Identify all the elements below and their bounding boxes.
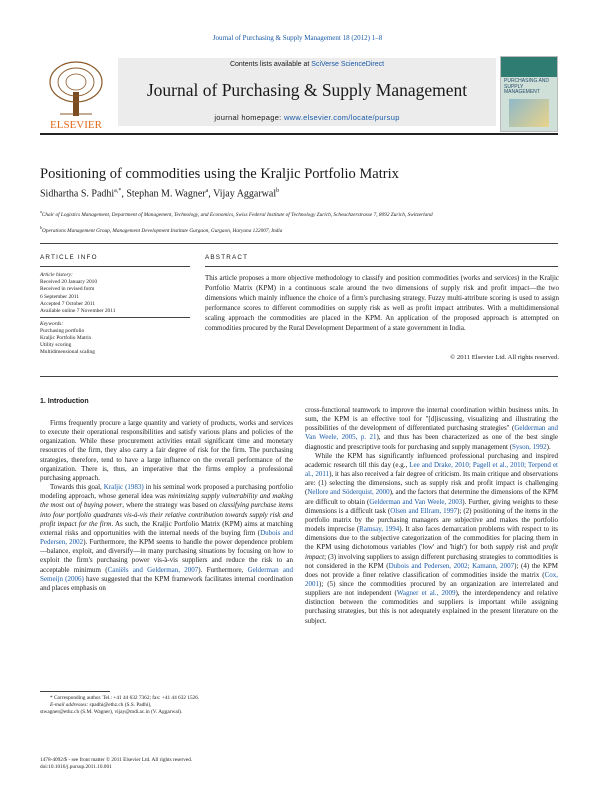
paragraph: While the KPM has significantly influenced professional purchasing and inspired academic research till this day (e.g., Lee and Drake, 2010; Pagell et al., 2010; Terpend et al., 2011), it has also received a fair degree of criticism. Its main critique and observations are: (1) selecting the dimensions, such as supply risk and profit impact is challenging (Nellore and Söderquist, 2000), and the factors that determine the dimensions of the KPM are difficult to obtain (Gelderman and Van Weele, 2003). Further, giving weights to these dimensions is a difficult task (Olsen and Ellram, 1997); (2) positioning of the items in the portfolio matrix by the purchasing managers are subjective and makes the portfolio models imprecise (Ramsay, 1994). It also faces demarcation problems with respect to its dimensions due to the subjective categorization of the commodities for placing them in the KPM using dichotomous variables ('low' and 'high') for both supply risk and profit impact; (3) involving suppliers to assign different purchasing strategies to commodities is not considered in the KPM (Dubois and Pedersen, 2002; Kamann, 2007); (4) the KPM does not provide a finer relative classification of commodities inside the matrix (Cox, 2001); (5) since the commodities procured by an organization are interrelated and suppliers are not independent (Wagner et al., 2009), the interdependency and relative distinction between the commodities and suppliers is important while assigning purchasing strategies, but this is not adequately explained in the present literature on the subject. — [305, 451, 559, 625]
citation-link[interactable]: Wagner et al., 2009 — [396, 589, 456, 598]
journal-cover-thumbnail[interactable] — [500, 56, 558, 132]
paragraph: Firms frequently procure a large quantity and variety of products, works and services to execute their operational responsibilities and satisfy various plans and policies of the organization. While these procurement activities entail significant time and monetary resources of the firm, they also carry a fair degree of risk for the firm. The purchasing strategies, therefore, tend to have a large influence on the overall performance of the organization. There is, thus, an imperative that the firms employ a professional purchasing approach. — [40, 419, 293, 482]
article-info — [40, 272, 190, 357]
history-label: Article history: — [40, 272, 73, 278]
divider — [205, 266, 558, 267]
keyword: Kraljic Portfolio Matrix — [40, 335, 92, 342]
contents-prefix: Contents lists available at — [229, 61, 312, 68]
cover-image — [509, 99, 549, 127]
abstract-heading: ABSTRACT — [205, 254, 249, 261]
citation-link[interactable]: Gelderman and Semeijn (2006) — [40, 565, 294, 583]
cover-title: PURCHASING AND SUPPLY MANAGEMENT — [504, 78, 550, 95]
section-heading-introduction: 1. Introduction — [40, 398, 89, 405]
email-note-continued: stwagner@ethz.ch (S.M. Wagner), vijay@mdi.ac.in (V. Aggarwal). — [40, 709, 183, 716]
history-item: Received in revised form — [40, 286, 95, 293]
history-item: Received 20 January 2010 — [40, 279, 98, 286]
issn-block — [40, 757, 293, 771]
footnotes — [40, 695, 293, 716]
keyword: Purchasing portfolio — [40, 327, 85, 334]
citation-link[interactable]: Lee and Drake, 2010; Pagell et al., 2010; Terpend et al., 2011 — [305, 460, 558, 479]
body-column-left — [40, 419, 293, 593]
homepage-url-link[interactable]: www.elsevier.com/locate/pursup — [283, 113, 400, 122]
homepage-label: journal homepage: — [214, 113, 284, 122]
history-item: Available online 7 November 2011 — [40, 307, 116, 314]
abstract-text: This article proposes a more objective methodology to classify and position commodities (works and services) in the Kraljic Portfolio Matrix (KPM) in a continuous scale around the two dimensions of supply risk and profit impact—the two dimensions which mainly influence the choice of a firm's purchasing strategy. Fuzzy multi-attribute scoring is used to assign performance scores to different commodities on supply risk as well as profit impact attributes. With a multidimensional scaling approach the commodities are placed in the KPM. An application of the proposed approach is attempted on commodities procured by the Rural Development Department of a state government in India. — [205, 274, 559, 332]
divider — [40, 266, 190, 267]
divider — [40, 376, 558, 377]
doi-line[interactable]: doi:10.1016/j.pursup.2011.10.001 — [40, 764, 112, 771]
email-note: E-mail addresses: spadhi@ethz.ch (S.S. Padhi), — [50, 702, 152, 709]
author-marks: b — [276, 188, 280, 194]
keywords-label: Keywords: — [40, 320, 64, 327]
article-title: Positioning of commodities using the Kraljic Portfolio Matrix — [40, 166, 399, 182]
author-name[interactable]: Vijay Aggarwal — [213, 188, 277, 200]
journal-reference[interactable]: Journal of Purchasing & Supply Management 18 (2012) 1–8 — [212, 34, 383, 42]
author-name[interactable]: Stephan M. Wagner — [126, 188, 206, 200]
homepage-line — [118, 113, 496, 122]
affiliation: $^a$Chair of Logistics Management, Department of Management, Technology, and Economics, Swiss Federal Institute of Technology Zurich, Scheuchzerstrasse 7, 8092 Zurich, Switzerland — [40, 209, 433, 218]
copyright: © 2011 Elsevier Ltd. All rights reserved. — [450, 354, 559, 361]
article-info-heading: ARTICLE INFO — [40, 254, 98, 261]
citation-link[interactable]: Ramsay, 1994 — [359, 525, 400, 534]
citation-link[interactable]: Dubois and Pedersen, 2002 — [40, 528, 293, 547]
keyword: Multidimensional scaling — [40, 349, 95, 356]
citation-link[interactable]: Syson, 1992 — [512, 442, 547, 451]
history-item: Accepted 7 October 2011 — [40, 300, 96, 307]
history-item: 6 September 2011 — [40, 293, 80, 300]
divider — [40, 317, 190, 318]
citation-link[interactable]: Caniëls and Gelderman, 2007 — [107, 565, 199, 574]
paragraph: Towards this goal, Kraljic (1983) in his seminal work proposed a purchasing portfolio modeling approach, whose general idea was minimizing supply vulnerability and making the most out of buying power, where the strategy was based on classifying purchase items into four portfolio quadrants vis-à-vis their relative contribution towards supply risk and profit impact for the firm. As such, the Kraljic Portfolio Matrix (KPM) aims at matching external risks and opportunities with the internal needs of the buying firm (Dubois and Pedersen, 2002). Furthermore, the KPM seems to handle the power dependence problem—balance, exploit, and diversify—in many purchasing situations by focusing on how to exploit the firm's purchasing power vis-à-vis suppliers and reduce the risk to an acceptable minimum (Caniëls and Gelderman, 2007). Furthermore, Gelderman and Semeijn (2006) have suggested that the KPM framework facilitates internal coordination and places emphasis on — [40, 483, 294, 592]
footnote-rule — [40, 691, 110, 692]
paragraph: cross-functional teamwork to improve the internal coordination within business units. In sum, the KPM is an effective tool for "[d]iscussing, visualizing and illustrating the possibilities of the development of differentiated purchasing strategies" (Gelderman and Van Weele, 2005, p. 21), and thus has been characterized as one of the best single diagnostic and prescriptive tools for purchasing and supply management (Syson, 1992). — [305, 406, 558, 451]
sciencedirect-link[interactable]: SciVerse ScienceDirect — [311, 61, 385, 68]
masthead-rule — [40, 133, 558, 135]
citation-link[interactable]: Cox, 2001 — [305, 570, 558, 588]
body-column-right — [305, 406, 558, 626]
author-marks: a,* — [114, 188, 122, 194]
publisher-name: ELSEVIER — [50, 119, 102, 131]
contents-line — [118, 61, 496, 68]
citation-link[interactable]: Olsen and Ellram, 1997 — [390, 506, 458, 515]
elsevier-logo — [40, 56, 112, 132]
divider — [40, 243, 558, 244]
journal-title: Journal of Purchasing & Supply Management — [146, 80, 468, 100]
citation-link[interactable]: Gelderman and Van Weele, 2003 — [369, 497, 463, 506]
affiliation: $^b$Operations Management Group, Management Development Institute Gurgaon, Gurgaon, Haryana 122007, India — [40, 225, 283, 234]
author-name[interactable]: Sidhartha S. Padhi — [40, 188, 115, 200]
corresponding-author-note: * Corresponding author. Tel.: +41 44 632 7362; fax: +41 44 632 1526. — [50, 695, 200, 701]
citation-link[interactable]: Nellore and Söderquist, 2000 — [307, 488, 390, 497]
keyword: Utility scoring — [40, 342, 72, 349]
citation-link[interactable]: Dubois and Pedersen, 2002; Kamann, 2007 — [388, 561, 515, 570]
author-list: Sidhartha S. Padhi$^{a,*}$, Stephan M. Wagner$^a$, Vijay Aggarwal$^b$ — [40, 188, 280, 200]
author-marks: a — [205, 188, 209, 194]
citation-link[interactable]: Kraljic (1983) — [103, 483, 144, 492]
issn-line: 1478-4092/$ - see front matter © 2011 Elsevier Ltd. All rights reserved. — [40, 757, 193, 763]
cover-banner — [501, 57, 557, 77]
citation-link[interactable]: Gelderman and Van Weele, 2005, p. 21 — [305, 424, 558, 442]
